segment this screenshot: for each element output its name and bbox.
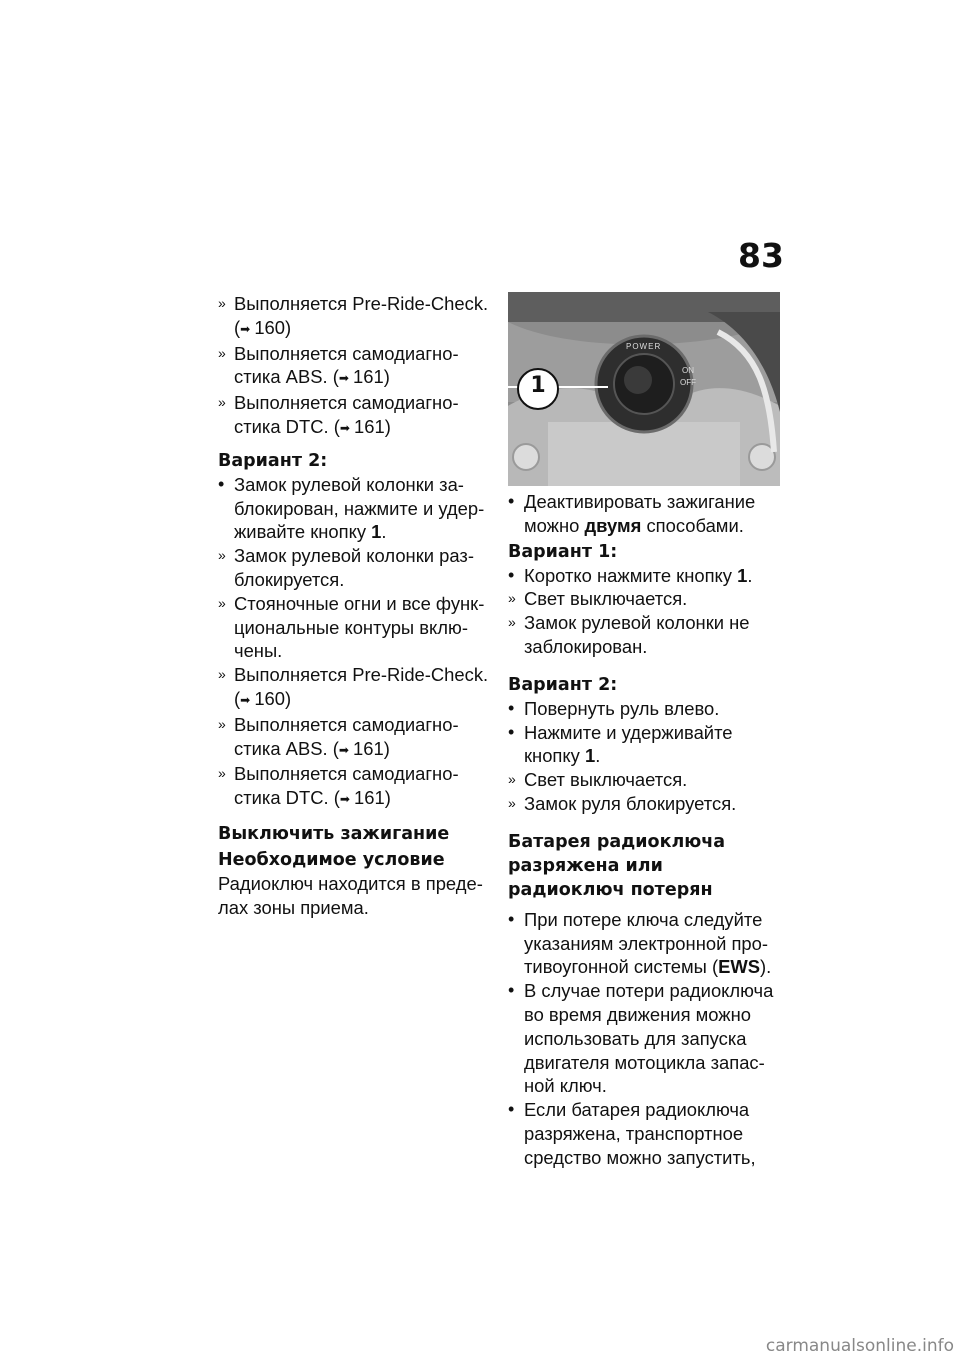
- callout-number: 1: [530, 373, 546, 398]
- right-column: [508, 292, 782, 1170]
- item-text: Свет выключается.: [524, 588, 688, 610]
- result-marker: »: [218, 765, 226, 782]
- result-marker: »: [218, 547, 226, 564]
- list-item: [508, 611, 782, 659]
- bullet-marker: •: [508, 564, 515, 585]
- item-text: Выполняется самодиагностика ABS.: [234, 713, 459, 759]
- left-column: [218, 292, 490, 920]
- arrow-right-icon: ➡: [339, 792, 349, 807]
- ignition-switch-photo: [508, 292, 780, 486]
- item-text: Замок рулевой колонки разблокируется.: [234, 545, 474, 590]
- bullet-marker: •: [508, 697, 515, 718]
- result-marker: »: [508, 614, 516, 631]
- list-steps-a: [218, 292, 490, 441]
- list-item: [508, 1098, 782, 1169]
- item-bold: 1: [737, 564, 748, 586]
- item-text: Выполняется Pre-Ride-Check.: [234, 293, 489, 314]
- item-text: Нажмите и удерживайте кнопку: [524, 721, 733, 767]
- item-tail: .: [595, 745, 601, 767]
- reference-page-number: 160: [254, 687, 285, 709]
- item-text: Выполняется Pre-Ride-Check.: [234, 664, 489, 686]
- switch-off-heading: Выключить зажигание: [218, 823, 450, 844]
- variant-2-heading-right: Вариант 2:: [508, 674, 618, 695]
- list-variant-2: [508, 697, 782, 816]
- item-text: Повернуть руль влево.: [524, 697, 720, 719]
- page-reference[interactable]: (➡ 161): [333, 787, 391, 809]
- bullet-marker: •: [218, 473, 225, 494]
- result-marker: »: [218, 394, 226, 411]
- condition-heading: Необходимое условие: [218, 849, 445, 870]
- arrow-right-icon: ➡: [338, 371, 348, 386]
- result-marker: »: [508, 590, 516, 607]
- item-text: Выполняется самодиагностика ABS.: [234, 342, 459, 388]
- item-text: При потере ключа следуйте указаниям электронной противоугонной системы (: [524, 908, 768, 978]
- result-marker: »: [218, 594, 226, 611]
- item-text: Коротко нажмите кнопку: [524, 564, 732, 586]
- list-item: [218, 663, 490, 713]
- list-item: [508, 564, 782, 588]
- reference-page-number: 161: [353, 737, 384, 759]
- result-marker: »: [508, 794, 516, 811]
- item-text: Выполняется самодиагностика DTC.: [234, 763, 459, 809]
- list-item: [218, 473, 490, 544]
- result-marker: »: [508, 771, 516, 788]
- page-reference[interactable]: (➡ 161): [333, 415, 391, 437]
- arrow-right-icon: ➡: [339, 420, 349, 435]
- footer-watermark: carmanualsonline.info: [765, 1336, 954, 1356]
- ignition-switch-illustration: [508, 292, 780, 486]
- list-battery: [508, 908, 782, 1170]
- arrow-right-icon: ➡: [338, 742, 348, 757]
- item-bold: EWS: [718, 956, 761, 978]
- result-marker: »: [218, 715, 226, 732]
- on-label: ON: [682, 366, 694, 375]
- battery-heading: Батарея радиоключа разряжена или радиоключ потерян: [508, 831, 726, 900]
- bullet-marker: •: [508, 908, 515, 929]
- list-item: [508, 697, 782, 721]
- list-item: [508, 587, 782, 611]
- item-bold: 1: [371, 521, 382, 543]
- list-item: [218, 762, 490, 812]
- list-item: [508, 792, 782, 816]
- bullet-marker: •: [508, 491, 515, 511]
- bullet-marker: •: [508, 980, 515, 1001]
- off-label: OFF: [680, 378, 696, 387]
- item-text: Свет выключается.: [524, 769, 688, 791]
- reference-page-number: 161: [353, 366, 384, 388]
- list-item: [508, 721, 782, 769]
- list-item: [508, 979, 782, 1098]
- item-text: В случае потери радиоключа во время движения можно использовать для запуска двигателя мотоцикла запасной ключ.: [524, 980, 774, 1097]
- list-steps-b: [218, 473, 490, 812]
- item-text: Замок рулевой колонки заблокирован, нажмите и удерживайте кнопку: [234, 473, 485, 543]
- intro-item: • Деактивировать зажигание можно двумя способами.: [508, 491, 756, 536]
- item-text: Если батарея радиоключа разряжена, транспортное средство можно запустить,: [524, 1099, 756, 1168]
- item-text: Замок руля блокируется.: [524, 792, 737, 814]
- item-tail: .: [747, 564, 753, 586]
- reference-page-number: 161: [354, 787, 385, 809]
- result-marker: »: [218, 344, 226, 361]
- result-marker: »: [218, 666, 226, 683]
- list-item: [508, 908, 782, 979]
- page-reference[interactable]: (➡ 160): [234, 316, 292, 338]
- item-text: Выполняется самодиагностика DTC.: [234, 392, 459, 437]
- result-marker: »: [218, 295, 226, 311]
- page-reference[interactable]: (➡ 161): [332, 366, 390, 388]
- arrow-right-icon: ➡: [240, 692, 250, 707]
- list-item: [218, 713, 490, 763]
- list-variant-1: [508, 564, 782, 659]
- variant-2-heading-left: Вариант 2:: [218, 450, 328, 471]
- item-tail: ).: [760, 956, 772, 978]
- page-reference[interactable]: (➡ 161): [332, 737, 390, 759]
- page-reference[interactable]: (➡ 160): [234, 687, 292, 709]
- item-text: Стояночные огни и все функциональные контуры включены.: [234, 592, 485, 662]
- item-text: Замок рулевой колонки не заблокирован.: [524, 612, 750, 657]
- item-bold: 1: [584, 745, 596, 767]
- condition-text: Радиоключ находится в пределах зоны приема.: [218, 872, 483, 918]
- page-number: 83: [738, 236, 784, 275]
- list-item: [218, 342, 490, 392]
- variant-1-heading: Вариант 1:: [508, 541, 618, 562]
- bullet-marker: •: [508, 1099, 515, 1120]
- power-label: POWER: [626, 342, 662, 351]
- list-item: [218, 592, 490, 663]
- list-item: [508, 768, 782, 792]
- arrow-right-icon: ➡: [240, 321, 250, 336]
- list-item: [218, 292, 490, 342]
- item-tail: .: [381, 521, 387, 543]
- list-item: [218, 391, 490, 441]
- bullet-marker: •: [508, 721, 515, 742]
- reference-page-number: 161: [354, 415, 385, 437]
- reference-page-number: 160: [254, 316, 285, 338]
- list-item: [218, 544, 490, 592]
